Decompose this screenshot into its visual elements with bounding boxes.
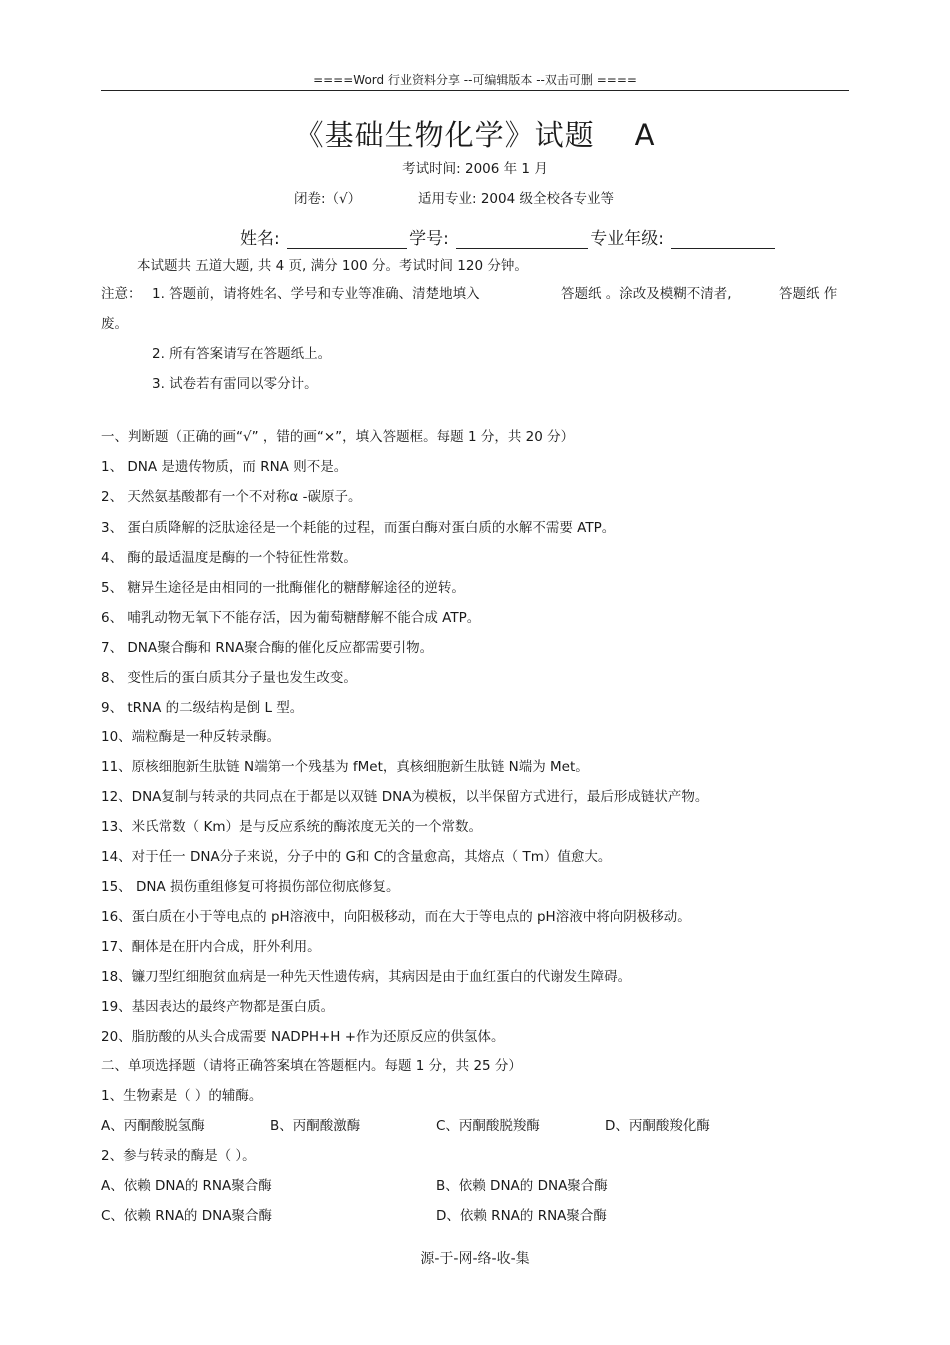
note-2: 2. 所有答案请写在答题纸上。 xyxy=(152,346,332,362)
notes-label: 注意： xyxy=(101,286,142,302)
header-rule xyxy=(101,90,849,91)
title-variant: A xyxy=(634,118,656,152)
tf-question: 1、 DNA 是遗传物质，而 RNA 则不是。 xyxy=(101,459,348,475)
tf-question: 8、 变性后的蛋白质其分子量也发生改变。 xyxy=(101,670,357,686)
exam-time: 考试时间: 2006 年 1 月 xyxy=(402,161,548,177)
tf-question: 16、蛋白质在小于等电点的 pH溶液中，向阳极移动，而在大于等电点的 pH溶液中将向阴极移动。 xyxy=(101,909,691,925)
mc-option: B、丙酮酸激酶 xyxy=(270,1118,361,1134)
student-info-fields xyxy=(240,224,777,249)
title-main: 《基础生物化学》试题 xyxy=(294,118,595,152)
note-1a: 1. 答题前，请将姓名、学号和专业等准确、清楚地填入 xyxy=(152,286,480,302)
grade-label: 专业年级: xyxy=(590,229,665,249)
tf-question: 15、 DNA 损伤重组修复可将损伤部位彻底修复。 xyxy=(101,879,400,895)
page-header: ====Word 行业资料分享 --可编辑版本 --双击可删 ==== xyxy=(313,73,637,87)
tf-question: 12、DNA复制与转录的共同点在于都是以双链 DNA为模板，以半保留方式进行，最后形成链状产物。 xyxy=(101,789,709,805)
note-3: 3. 试卷若有雷同以零分计。 xyxy=(152,376,318,392)
tf-question: 20、脂肪酸的从头合成需要 NADPH+H +作为还原反应的供氢体。 xyxy=(101,1029,505,1045)
name-blank[interactable] xyxy=(287,232,407,249)
note-1c: 答题纸 作 xyxy=(779,286,838,302)
section1-heading: 一、判断题（正确的画“√” ，错的画“×”，填入答题框。每题 1 分，共 20 分） xyxy=(101,429,575,445)
mc-option: A、丙酮酸脱氢酶 xyxy=(101,1118,205,1134)
mc-question-2: 2、参与转录的酶是（ ）。 xyxy=(101,1148,256,1164)
page-footer: 源-于-网-络-收-集 xyxy=(420,1251,530,1267)
tf-question: 18、镰刀型红细胞贫血病是一种先天性遗传病，其病因是由于血红蛋白的代谢发生障碍。 xyxy=(101,969,632,985)
mc-option: C、依赖 RNA的 DNA聚合酶 xyxy=(101,1208,272,1224)
mc-option: C、丙酮酸脱羧酶 xyxy=(436,1118,540,1134)
tf-question: 5、 糖异生途径是由相同的一批酶催化的糖酵解途径的逆转。 xyxy=(101,580,465,596)
section2-heading: 二、单项选择题（请将正确答案填在答题框内。每题 1 分，共 25 分） xyxy=(101,1058,522,1074)
student-id-label: 学号: xyxy=(409,229,449,249)
exam-intro: 本试题共 五道大题, 共 4 页, 满分 100 分。考试时间 120 分钟。 xyxy=(137,258,528,274)
applicable-major: 适用专业: 2004 级全校各专业等 xyxy=(418,191,614,207)
mc-option: D、丙酮酸羧化酶 xyxy=(605,1118,710,1134)
name-label: 姓名: xyxy=(240,229,280,249)
tf-question: 2、 天然氨基酸都有一个不对称α -碳原子。 xyxy=(101,489,362,505)
tf-question: 17、酮体是在肝内合成，肝外利用。 xyxy=(101,939,321,955)
tf-question: 10、端粒酶是一种反转录酶。 xyxy=(101,729,281,745)
tf-question: 14、对于任一 DNA分子来说，分子中的 G和 C的含量愈高，其熔点（ Tm）值愈大。 xyxy=(101,849,612,865)
tf-question: 4、 酶的最适温度是酶的一个特征性常数。 xyxy=(101,550,357,566)
tf-question: 7、 DNA聚合酶和 RNA聚合酶的催化反应都需要引物。 xyxy=(101,640,434,656)
tf-question: 9、 tRNA 的二级结构是倒 L 型。 xyxy=(101,700,304,716)
tf-question: 13、米氏常数（ Km）是与反应系统的酶浓度无关的一个常数。 xyxy=(101,819,482,835)
grade-blank[interactable] xyxy=(671,232,775,249)
mc-option: B、依赖 DNA的 DNA聚合酶 xyxy=(436,1178,608,1194)
tf-question: 3、 蛋白质降解的泛肽途径是一个耗能的过程，而蛋白酶对蛋白质的水解不需要 ATP。 xyxy=(101,520,616,536)
note-1b: 答题纸 。涂改及模糊不清者, xyxy=(561,286,732,302)
exam-type: 闭卷:（√） xyxy=(294,191,362,207)
exam-title xyxy=(0,113,950,154)
student-id-blank[interactable] xyxy=(456,232,588,249)
tf-question: 6、 哺乳动物无氧下不能存活，因为葡萄糖酵解不能合成 ATP。 xyxy=(101,610,481,626)
tf-question: 19、基因表达的最终产物都是蛋白质。 xyxy=(101,999,335,1015)
mc-question-1: 1、生物素是（ ）的辅酶。 xyxy=(101,1088,263,1104)
mc-option: A、依赖 DNA的 RNA聚合酶 xyxy=(101,1178,272,1194)
mc-option: D、依赖 RNA的 RNA聚合酶 xyxy=(436,1208,607,1224)
tf-question: 11、原核细胞新生肽链 N端第一个残基为 fMet，真核细胞新生肽链 N端为 Met。 xyxy=(101,759,589,775)
note-1d: 废。 xyxy=(101,316,128,332)
